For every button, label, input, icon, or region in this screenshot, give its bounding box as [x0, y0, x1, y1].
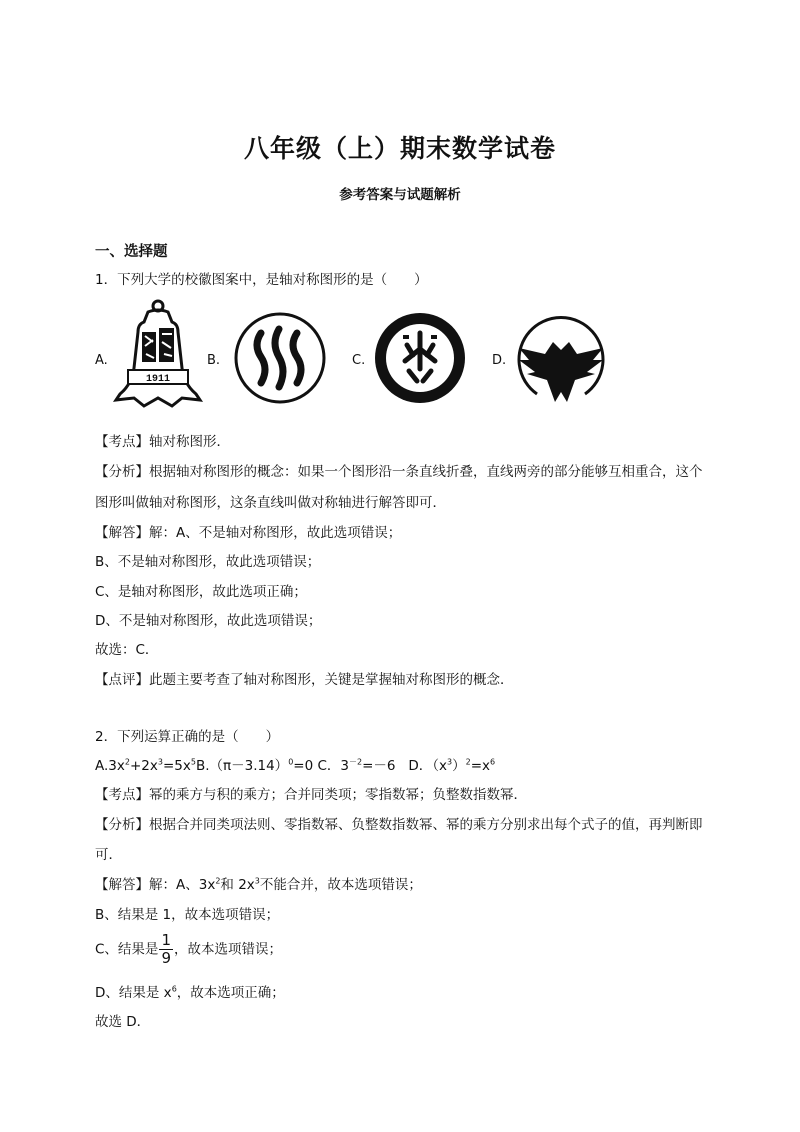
q1-option-b-label: B.: [207, 353, 221, 368]
q2-options-line: [95, 757, 495, 775]
q2-option-a: $A.3x^2+2x^3=5x^5$: [95, 757, 196, 774]
q1-fenxi-line1: 【分析】根据轴对称图形的概念：如果一个图形沿一条直线折叠，直线两旁的部分能够互相重合，这个: [95, 464, 703, 480]
page-subtitle: 参考答案与试题解析: [339, 187, 461, 203]
q2-option-b: $B.(\pi-3.14)^0=0$: [195, 757, 314, 774]
q1-jieda-line1: 【解答】解：A、不是轴对称图形，故此选项错误；: [95, 525, 402, 541]
q1-kaodian: 【考点】轴对称图形．: [95, 434, 230, 450]
q2-stem: 2．下列运算正确的是（ ）: [95, 729, 280, 745]
emblem-c-circle-image: [373, 311, 467, 405]
q1-jieda-line2: B、不是轴对称图形，故此选项错误；: [95, 554, 321, 570]
q2-fenxi-line2: 可．: [95, 847, 122, 863]
q2-jieda-d: D、结果是 $x^6$，故本选项正确；: [95, 984, 285, 1001]
q1-jieda-line4: D、不是轴对称图形，故此选项错误；: [95, 613, 322, 629]
emblem-b-waves-image: [233, 311, 327, 405]
q2-jieda-b: B、结果是 1，故本选项错误；: [95, 907, 280, 923]
q1-choice: 故选：C．: [95, 642, 159, 658]
q1-fenxi-line2: 图形叫做轴对称图形，这条直线叫做对称轴进行解答即可．: [95, 495, 446, 511]
q2-option-c: C．$3^{-2}=-6$: [317, 757, 396, 774]
q2-option-d: D．$(x^3)^2=x^6$: [408, 757, 496, 774]
emblem-d-eagle-image: [515, 314, 607, 406]
q2-jieda-c: C、结果是 $\frac{1}{9}$ ，故本选项错误；: [95, 931, 282, 967]
q2-jieda-a: 【解答】解：A、$3x^2$和 $2x^3$不能合并，故本选项错误；: [95, 876, 422, 893]
q2-fenxi-line1: 【分析】根据合并同类项法则、零指数幂、负整数指数幂、幂的乘方分别求出每个式子的值，再判断即: [95, 817, 703, 833]
emblem-a-year: 1911: [145, 374, 171, 385]
section-heading: 一、选择题: [95, 244, 168, 260]
emblem-a-bell-image: [112, 298, 204, 410]
q1-option-d-label: D.: [492, 353, 507, 368]
q1-option-a-label: A.: [95, 353, 108, 368]
q1-dianping: 【点评】此题主要考查了轴对称图形，关键是掌握轴对称图形的概念．: [95, 672, 514, 688]
page-title: 八年级（上）期末数学试卷: [243, 134, 556, 163]
q2-kaodian: 【考点】幂的乘方与积的乘方；合并同类项；零指数幂；负整数指数幂．: [95, 787, 527, 803]
q1-stem: 1．下列大学的校徽图案中，是轴对称图形的是（ ）: [95, 272, 428, 288]
fraction-one-ninth: $\frac{1}{9}$: [161, 931, 171, 967]
q1-option-c-label: C.: [352, 353, 366, 368]
q1-jieda-line3: C、是轴对称图形，故此选项正确；: [95, 584, 307, 600]
q2-choice: 故选 D．: [95, 1014, 151, 1030]
